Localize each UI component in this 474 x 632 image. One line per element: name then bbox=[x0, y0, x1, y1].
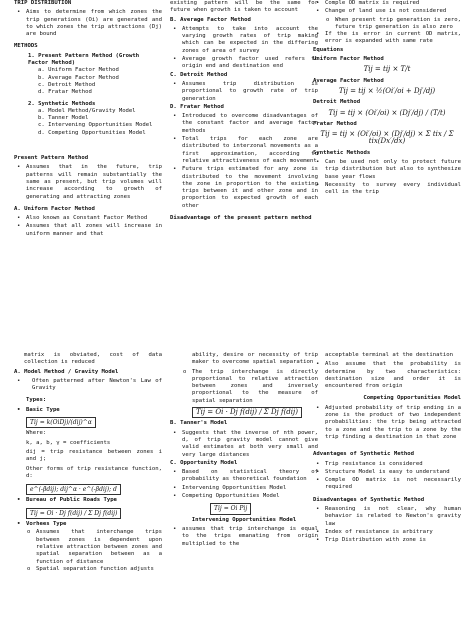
top-column-3 bbox=[313, 0, 461, 198]
advantage-bullet: • Trip resistance is considered bbox=[313, 461, 461, 468]
other-forms-text: Other forms of trip resistance function, d: bbox=[26, 465, 162, 479]
method-1-item: c. Detroit Method bbox=[38, 81, 96, 88]
basic-type-heading: • Basic Type bbox=[14, 407, 162, 414]
detroit-equation: Tij = tij × (Oi′/oi) × (Dj′/dj) / (T/t) bbox=[328, 108, 446, 117]
intervening-bullet: • assumes that trip interchange is equal to the trips emanating from origin multiplied to the bbox=[170, 526, 318, 548]
types-heading: Types: bbox=[26, 397, 47, 404]
gravity-model-bullet: • Often patterned after Newton's Law of Gravity bbox=[14, 378, 162, 393]
method-2-item: d. Competing Opportunities Model bbox=[38, 129, 146, 136]
continued-text: ability, desire or necessity of trip maker to overcome spatial separation bbox=[192, 352, 318, 366]
average-equation: Tij = tij × ½(Oi′/oi + Dj′/dj) bbox=[338, 86, 436, 95]
uniform-factor-bullet: • Also known as Constant Factor Method bbox=[14, 215, 162, 222]
fratar-equation: Tij = tij × (Oi′/oi) × (Dj′/dj) × Σ tix / Σ tix(Dx′/dx) bbox=[320, 130, 454, 146]
intervening-bullet: • Also assume that the probability is determine by two characteristics: destination size and order it is encountered from origin bbox=[313, 361, 461, 390]
where-label: Where: bbox=[26, 430, 47, 437]
bpr-type-heading: • Bureau of Public Roads Type bbox=[14, 497, 162, 504]
disadvantage-bullet: • Comple OD matrix is required bbox=[313, 0, 461, 7]
top-column-2 bbox=[170, 0, 318, 224]
average-factor-bullet: • Average growth factor used refers to origin end and destination end bbox=[170, 56, 318, 71]
detroit-heading: C. Detroit Method bbox=[170, 71, 228, 78]
fratar-bullet: • Future trips estimated for any zone is distributed to the movement involving the zone in proportion to the existing trips between it and other zone and in proportion to expected growth of each other bbox=[170, 166, 318, 210]
gravity-subbullet: o The trip interchange is directly proportional to relative attraction between zones and inversely proportional to the measure of spatial separation bbox=[170, 369, 318, 405]
disadvantage-bullet: • Index of resistance is arbitrary bbox=[313, 529, 461, 536]
competing-bullet: • Adjusted probability of trip ending in a zone is the product of two independent probabilities: the trip being attracted to a zone and the trip to a zone by the trip finding a destination in that zone bbox=[313, 405, 461, 441]
top-column-1 bbox=[14, 0, 162, 239]
gravity-equation: Tij = Oi · Dj f(dij) / Σ Dj f(dij) bbox=[192, 407, 302, 418]
opportunity-equation: Tij = Oi Pij bbox=[210, 503, 251, 514]
opportunity-heading: C. Opportunity Model bbox=[170, 459, 238, 466]
method-1-item: a. Uniform Factor Method bbox=[38, 67, 119, 74]
method-2-item: b. Tanner Model bbox=[38, 115, 89, 122]
continued-text: existing pattern will be the same for future when growth is taken to account bbox=[170, 0, 318, 14]
intro-bullet: • Aims to determine from which zones the trip generations (Oi) are generated and to which zones the trip attractions (Dj) are bound bbox=[14, 9, 162, 38]
method-2-item: a. Model Method/Gravity Model bbox=[38, 107, 136, 114]
where-item: dij = trip resistance between zones i and j; bbox=[26, 448, 162, 463]
where-item: k, a, b, γ = coefficients bbox=[26, 439, 111, 446]
average-factor-heading: B. Average Factor Method bbox=[170, 16, 251, 23]
bottom-column-1 bbox=[14, 352, 162, 573]
average-factor-bullet: • Attempts to take into account the varying growth rates of trip making which can be expected in the differing zones of area of survey bbox=[170, 26, 318, 55]
bottom-column-2 bbox=[170, 352, 318, 549]
disadvantage-subbullet: o When present trip generation is zero, future trip generation is also zero bbox=[313, 17, 461, 32]
basic-type-equation: Tij = k(OiDj)/(dij)^α bbox=[26, 417, 96, 428]
uniform-factor-bullet: • Assumes that all zones will increase in uniform manner and that bbox=[14, 223, 162, 238]
fratar-bullet: • Introduced to overcome disadvantages of the constant factor and average factor methods bbox=[170, 113, 318, 135]
competing-heading: Competing Opportunities Model bbox=[363, 395, 461, 402]
vorhees-subbullet: o Spatial separation function adjusts bbox=[14, 566, 162, 573]
equations-heading: Equations bbox=[313, 46, 344, 53]
vorhees-type-heading: • Vorhees Type bbox=[14, 521, 162, 528]
synthetic-bullet: • Necessity to survey every individual cell in the trip bbox=[313, 182, 461, 197]
bpr-equation: Tij = Oi · Dj f(dij) / Σ Dj f(dij) bbox=[26, 508, 121, 519]
tanner-bullet: • Suggests that the inverse of nth power, d, of trip gravity model cannot give valid estimates at both very small and very large distances bbox=[170, 430, 318, 459]
vorhees-subbullet: o Assumes that interchange trips between zones is dependent upon relative attraction between zones and spatial separation between as a function of distance bbox=[14, 529, 162, 565]
top-section bbox=[0, 0, 474, 310]
section-title: TRIP DISTRIBUTION bbox=[14, 0, 72, 6]
average-eq-heading: Average Factor Method bbox=[313, 77, 384, 84]
uniform-factor-heading: A. Uniform Factor Method bbox=[14, 205, 95, 212]
continued-text: acceptable terminal at the destination bbox=[325, 352, 453, 358]
method-1-item: b. Average Factor Method bbox=[38, 74, 119, 81]
method-2-item: c. Intervening Opportunities Model bbox=[38, 122, 153, 129]
method-1: 1. Present Pattern Method (Growth Factor Method) bbox=[28, 52, 140, 67]
synthetic-heading: Synthetic Methods bbox=[313, 149, 371, 156]
continued-text: matrix is obviated, cost of data collection is reduced bbox=[24, 352, 162, 366]
disadvantage-bullet: • Reasoning is not clear, why human behavior is related to Newton's gravity law bbox=[313, 506, 461, 528]
method-1-item: d. Fratar Method bbox=[38, 89, 92, 96]
bottom-column-3 bbox=[313, 352, 461, 546]
opportunity-bullet: • Based on statistical theory of probability as theoretical foundation bbox=[170, 469, 318, 484]
disadvantage-bullet: • Trip Distribution with zone is bbox=[313, 537, 461, 544]
method-2: 2. Synthetic Methods bbox=[28, 100, 96, 107]
opportunity-bullet: • Competing Opportunities Model bbox=[170, 493, 318, 500]
bottom-section bbox=[0, 352, 474, 632]
uniform-eq-heading: Uniform Factor Method bbox=[313, 56, 384, 63]
disadvantage-bullet: • If the is error in current OD matrix, error is expanded with same rate bbox=[313, 31, 461, 46]
detroit-eq-heading: Detroit Method bbox=[313, 99, 361, 106]
methods-heading: METHODS bbox=[14, 43, 38, 50]
tanner-heading: B. Tanner's Model bbox=[170, 420, 228, 427]
present-pattern-heading: Present Pattern Method bbox=[14, 155, 89, 162]
disadvantage-bullet: • Change of land use is not considered bbox=[313, 8, 461, 15]
gravity-model-heading: A. Model Method / Gravity Model bbox=[14, 368, 119, 375]
synthetic-bullet: • Can be used not only to protect future trip distribution but also to synthesize base year flows bbox=[313, 159, 461, 181]
advantage-bullet: • Comple OD matrix is not necessarily required bbox=[313, 477, 461, 492]
other-forms-equation: e^(-βdij); dij^α · e^(-βdij); d bbox=[26, 484, 121, 495]
fratar-bullet: • Total trips for each zone are distributed to interzonal movements as a first approximation, according to relative attractiveness of each movement bbox=[170, 136, 318, 165]
disadvantage-heading: Disadvantage of the present pattern method bbox=[170, 215, 312, 222]
opportunity-bullet: • Intervening Opportunities Model bbox=[170, 485, 318, 492]
detroit-bullet: • Assumes trip distribution is proportional to growth rate of trip generation bbox=[170, 81, 318, 103]
uniform-equation: Tij = tij × T/t bbox=[363, 65, 411, 74]
intervening-heading: Intervening Opportunities Model bbox=[191, 516, 297, 523]
advantage-bullet: • Structure Model is easy to understand bbox=[313, 469, 461, 476]
fratar-eq-heading: Fratar Method bbox=[313, 120, 357, 127]
advantages-heading: Advantages of Synthetic Method bbox=[313, 451, 415, 458]
disadvantages-heading: Disadvantages of Synthetic Method bbox=[313, 496, 425, 503]
fratar-heading: D. Fratar Method bbox=[170, 103, 224, 110]
present-pattern-bullet: • Assumes that in the future, trip patterns will remain substantially the same as present, but trip volumes will increase according to growth of generating and attracting zones bbox=[14, 164, 162, 200]
